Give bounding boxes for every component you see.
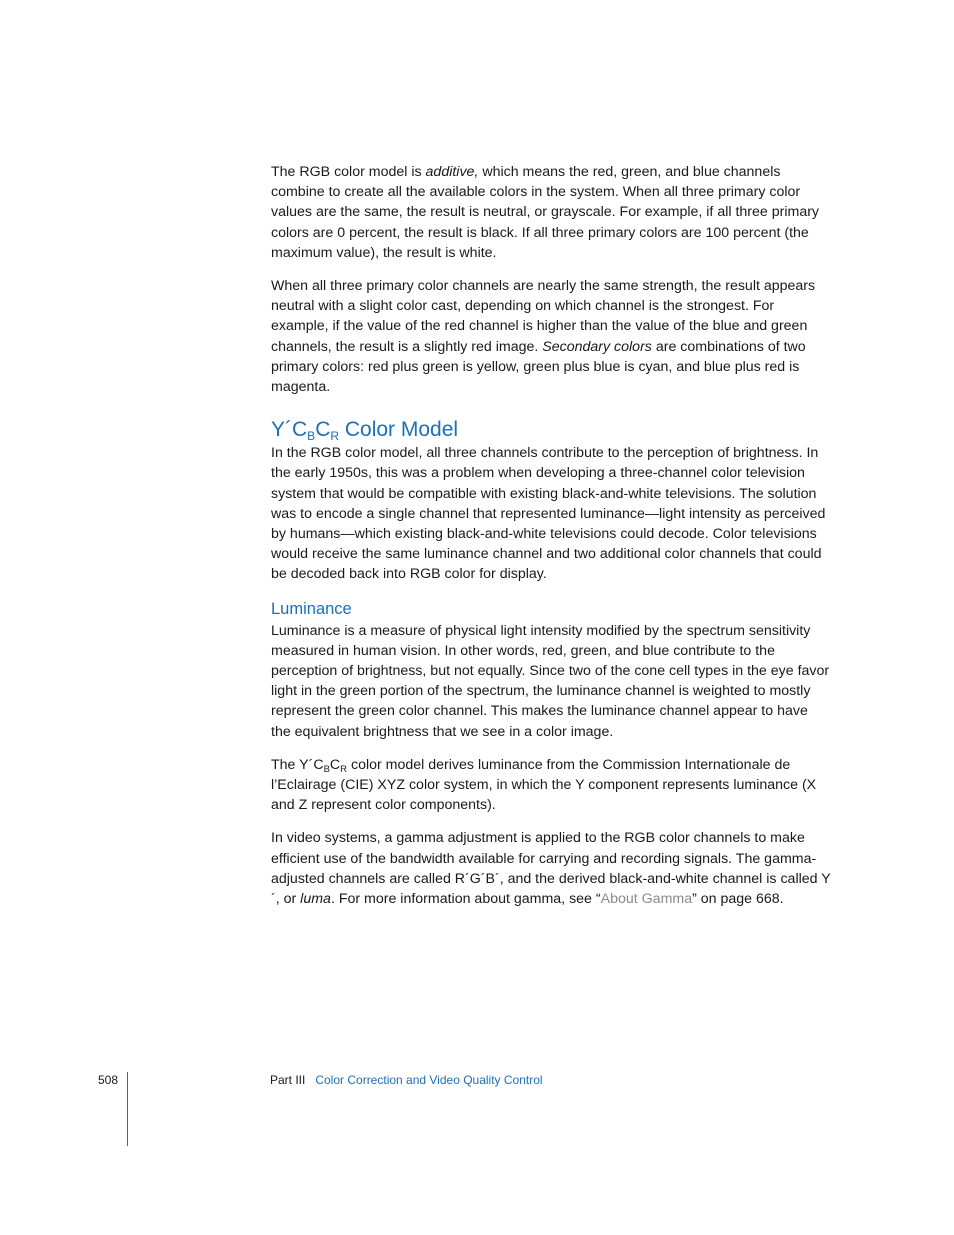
heading-subscript: R [330,429,340,444]
heading-run: Y´C [271,418,308,442]
text-run: The RGB color model is [271,164,426,180]
paragraph-luminance: Luminance is a measure of physical light intensity modified by the spectrum sensitivity measured in human vision. In other words, red, green, and blue contribute to the perception of brightness, but not equally. Since two of the cone cell types in the eye favor light in the green portion of the spectrum, the luminance channel is weighted to mostly represent the green color channel. This makes the luminance channel appear to have the equivalent brightness that we see in a color image. [271,622,830,740]
paragraph-ycbcr-intro: In the RGB color model, all three channels contribute to the perception of brightness. In the early 1950s, this was a problem when developing a three-channel color television system that would be compatible with existing black-and-white televisions. The solution was to encode a single channel that represented luminance—light intensity as perceived by humans—which existing black-and-white televisions could decode. Color televisions would receive the same luminance channel and two additional color channels that could be decoded back into RGB color for display. [271,445,826,583]
subheading-luminance: Luminance [271,599,352,618]
footer-part-info [270,1072,543,1088]
paragraph-gamma [271,828,831,909]
page-content [271,162,831,922]
text-run: ” on page 668. [692,891,784,908]
heading-run: C [315,418,331,442]
chapter-title-link[interactable]: Color Correction and Video Quality Control [315,1073,543,1087]
paragraph-cie [271,755,831,816]
cross-reference-link[interactable]: About Gamma [600,891,693,908]
part-label: Part III [270,1073,306,1087]
footer-divider [127,1072,128,1146]
emphasis-luma: luma [300,891,331,908]
text-run: In video systems, a gamma adjustment is applied to the RGB color channels to make efficient use of the bandwidth available for carrying and recording signals. The gamma-adjusted channels are called R´G´B´, and the derived black-and-white channel is called Y´, or [271,830,831,908]
emphasis-additive: additive, [425,164,479,180]
subscript: B [323,763,330,775]
text-run: The Y´C [271,756,324,773]
section-heading-ycbcr [271,417,831,443]
page-number: 508 [98,1073,119,1087]
text-run: color model derives luminance from the Commission Internationale de l’Eclairage (CIE) XYZ color system, in which the Y component represents luminance (X and Z represent color components). [271,756,817,814]
paragraph-secondary-colors [271,276,831,397]
text-run: are combinations of two primary colors: red plus green is yellow, green plus blue is cyan, and blue plus red is magenta. [271,338,806,396]
heading-subscript: B [307,429,316,444]
heading-run: Color Model [339,418,459,442]
subscript: R [340,763,348,775]
text-run: C [329,756,341,773]
text-run: which means the red, green, and blue channels combine to create all the available colors in the system. When all three primary color values are the same, the result is neutral, or grayscale. For example, if all three primary colors are 0 percent, the result is black. If all three primary colors are 100 percent (the maximum value), the result is white. [271,164,820,261]
text-run: . For more information about gamma, see “ [330,891,601,908]
text-run: When all three primary color channels are nearly the same strength, the result appears neutral with a slight color cast, depending on which channel is the strongest. For example, if the value of the red channel is higher than the value of the blue and green channels, the result is a slightly red image. [271,278,816,355]
paragraph-additive [271,162,831,263]
emphasis-secondary-colors: Secondary colors [542,338,652,355]
